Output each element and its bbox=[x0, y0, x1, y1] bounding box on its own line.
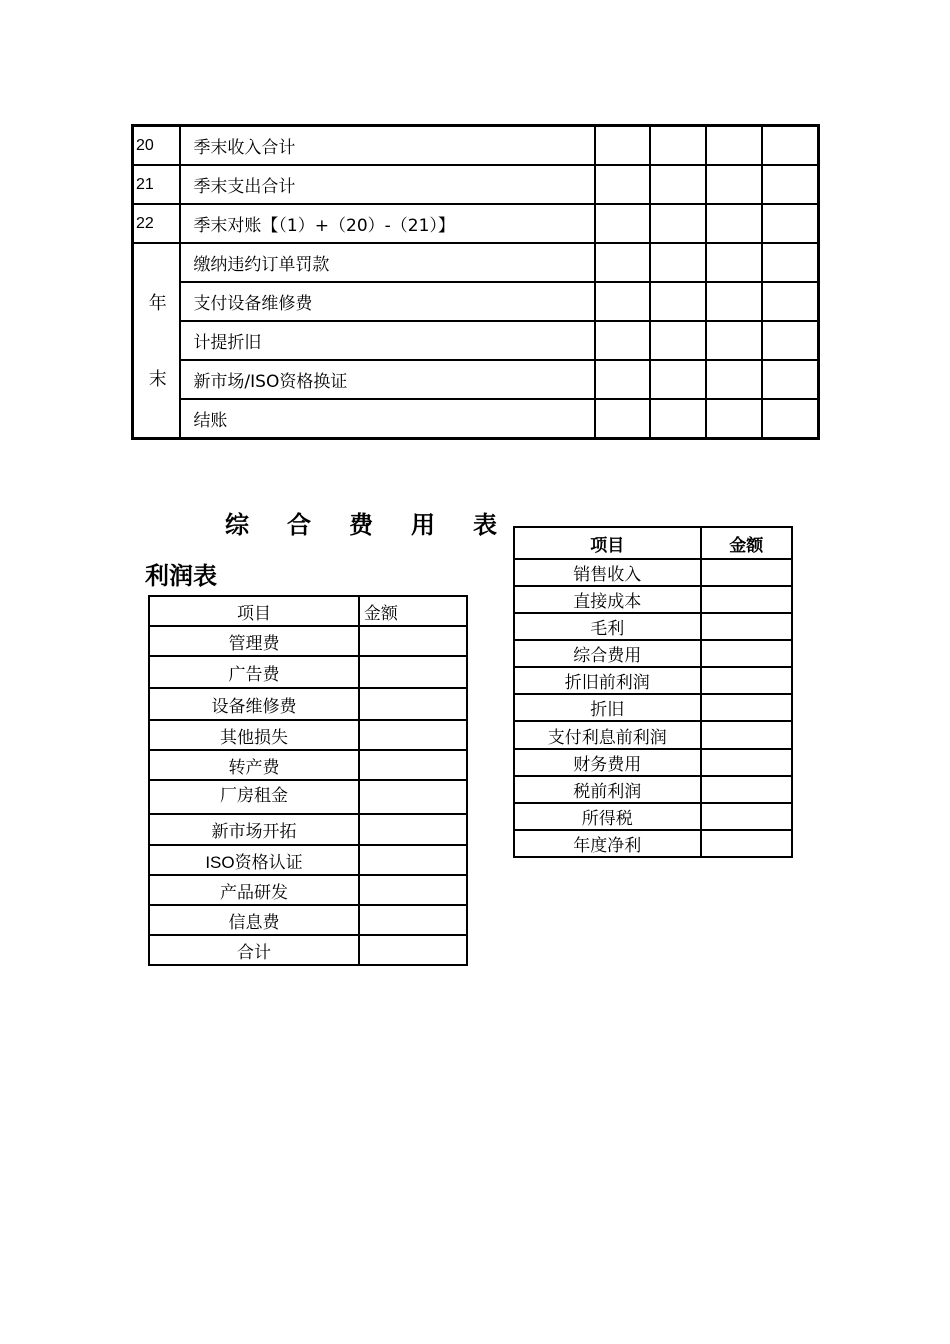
quarter-cell[interactable] bbox=[650, 321, 706, 360]
cost-amount-cell[interactable] bbox=[359, 750, 467, 780]
quarter-cell[interactable] bbox=[706, 243, 762, 282]
table-row bbox=[514, 559, 792, 586]
row-label: 支付设备维修费 bbox=[180, 282, 594, 321]
cost-item: ISO资格认证 bbox=[149, 845, 359, 875]
quarter-cell[interactable] bbox=[762, 360, 818, 399]
cost-item: 广告费 bbox=[149, 656, 359, 688]
quarter-cell[interactable] bbox=[595, 321, 651, 360]
row-label: 季末收入合计 bbox=[180, 126, 594, 166]
row-label: 计提折旧 bbox=[180, 321, 594, 360]
quarter-cell[interactable] bbox=[762, 282, 818, 321]
quarter-cell[interactable] bbox=[706, 165, 762, 204]
year-char: 年 bbox=[148, 292, 167, 313]
quarter-cell[interactable] bbox=[650, 126, 706, 166]
quarter-cell[interactable] bbox=[595, 126, 651, 166]
cost-item: 产品研发 bbox=[149, 875, 359, 905]
quarter-cell[interactable] bbox=[595, 282, 651, 321]
year-end-label bbox=[133, 243, 181, 439]
profit-item: 折旧前利润 bbox=[514, 667, 701, 694]
header-amount: 金额 bbox=[359, 596, 467, 626]
row-number: 20 bbox=[133, 126, 181, 166]
table-row bbox=[149, 626, 467, 656]
quarter-cell[interactable] bbox=[762, 165, 818, 204]
table-row bbox=[133, 399, 819, 439]
profit-amount-cell[interactable] bbox=[701, 749, 792, 776]
profit-item: 年度净利 bbox=[514, 830, 701, 857]
profit-amount-cell[interactable] bbox=[701, 694, 792, 721]
table-row bbox=[514, 694, 792, 721]
profit-amount-cell[interactable] bbox=[701, 559, 792, 586]
profit-item: 综合费用 bbox=[514, 640, 701, 667]
profit-item: 直接成本 bbox=[514, 586, 701, 613]
table-row bbox=[133, 243, 819, 282]
cost-item: 合计 bbox=[149, 935, 359, 965]
table-row bbox=[149, 656, 467, 688]
row-label: 新市场/ISO资格换证 bbox=[180, 360, 594, 399]
row-number: 21 bbox=[133, 165, 181, 204]
cost-item: 其他损失 bbox=[149, 720, 359, 750]
profit-amount-cell[interactable] bbox=[701, 803, 792, 830]
end-char: 末 bbox=[148, 368, 167, 389]
profit-amount-cell[interactable] bbox=[701, 776, 792, 803]
cost-table bbox=[148, 595, 468, 966]
table-row bbox=[149, 814, 467, 845]
profit-amount-cell[interactable] bbox=[701, 640, 792, 667]
quarter-cell[interactable] bbox=[762, 321, 818, 360]
cost-item: 管理费 bbox=[149, 626, 359, 656]
quarter-cell[interactable] bbox=[706, 126, 762, 166]
quarter-cell[interactable] bbox=[650, 204, 706, 243]
cost-item: 转产费 bbox=[149, 750, 359, 780]
header-amount: 金额 bbox=[701, 527, 792, 559]
profit-amount-cell[interactable] bbox=[701, 586, 792, 613]
quarter-cell[interactable] bbox=[650, 360, 706, 399]
table-header-row bbox=[149, 596, 467, 626]
cost-amount-cell[interactable] bbox=[359, 656, 467, 688]
table-row bbox=[133, 204, 819, 243]
quarter-cell[interactable] bbox=[762, 126, 818, 166]
table-row bbox=[133, 282, 819, 321]
profit-amount-cell[interactable] bbox=[701, 830, 792, 857]
quarter-cell[interactable] bbox=[595, 165, 651, 204]
profit-amount-cell[interactable] bbox=[701, 613, 792, 640]
table-row bbox=[514, 667, 792, 694]
profit-table bbox=[513, 526, 793, 858]
cost-item: 厂房租金 bbox=[149, 780, 359, 814]
profit-item: 所得税 bbox=[514, 803, 701, 830]
profit-amount-cell[interactable] bbox=[701, 721, 792, 749]
table-row bbox=[514, 721, 792, 749]
table-row bbox=[149, 905, 467, 935]
row-label: 季末对账【（1）+（20）-（21）】 bbox=[180, 204, 594, 243]
quarter-cell[interactable] bbox=[762, 399, 818, 439]
table-row bbox=[514, 613, 792, 640]
cost-amount-cell[interactable] bbox=[359, 814, 467, 845]
quarter-end-table bbox=[131, 124, 820, 440]
quarter-cell[interactable] bbox=[595, 399, 651, 439]
row-label: 结账 bbox=[180, 399, 594, 439]
quarter-cell[interactable] bbox=[650, 243, 706, 282]
cost-amount-cell[interactable] bbox=[359, 720, 467, 750]
table-row bbox=[149, 875, 467, 905]
profit-table-title: 利润表 bbox=[145, 562, 217, 590]
cost-amount-cell[interactable] bbox=[359, 845, 467, 875]
cost-item: 信息费 bbox=[149, 905, 359, 935]
table-row bbox=[133, 165, 819, 204]
table-row bbox=[514, 776, 792, 803]
table-row bbox=[149, 780, 467, 814]
quarter-cell[interactable] bbox=[706, 282, 762, 321]
table-row bbox=[149, 750, 467, 780]
table-row bbox=[133, 126, 819, 166]
table-row bbox=[514, 830, 792, 857]
table-row bbox=[514, 749, 792, 776]
cost-item: 设备维修费 bbox=[149, 688, 359, 720]
profit-amount-cell[interactable] bbox=[701, 667, 792, 694]
quarter-cell[interactable] bbox=[706, 360, 762, 399]
cost-amount-cell[interactable] bbox=[359, 875, 467, 905]
table-row bbox=[514, 586, 792, 613]
row-number: 22 bbox=[133, 204, 181, 243]
quarter-cell[interactable] bbox=[595, 360, 651, 399]
profit-item: 折旧 bbox=[514, 694, 701, 721]
row-label: 缴纳违约订单罚款 bbox=[180, 243, 594, 282]
table-row bbox=[149, 688, 467, 720]
cost-amount-cell[interactable] bbox=[359, 688, 467, 720]
table-row bbox=[149, 720, 467, 750]
table-header-row bbox=[514, 527, 792, 559]
quarter-cell[interactable] bbox=[762, 204, 818, 243]
table-row bbox=[133, 321, 819, 360]
profit-item: 支付利息前利润 bbox=[514, 721, 701, 749]
table-row bbox=[149, 845, 467, 875]
quarter-cell[interactable] bbox=[706, 204, 762, 243]
cost-amount-cell[interactable] bbox=[359, 626, 467, 656]
profit-item: 销售收入 bbox=[514, 559, 701, 586]
quarter-cell[interactable] bbox=[650, 165, 706, 204]
quarter-cell[interactable] bbox=[706, 399, 762, 439]
quarter-cell[interactable] bbox=[595, 204, 651, 243]
quarter-cell[interactable] bbox=[650, 399, 706, 439]
profit-item: 毛利 bbox=[514, 613, 701, 640]
quarter-cell[interactable] bbox=[706, 321, 762, 360]
table-row bbox=[514, 640, 792, 667]
header-item: 项目 bbox=[514, 527, 701, 559]
row-label: 季末支出合计 bbox=[180, 165, 594, 204]
cost-table-title: 综合费用表 bbox=[225, 511, 535, 539]
cost-amount-cell[interactable] bbox=[359, 935, 467, 965]
quarter-cell[interactable] bbox=[762, 243, 818, 282]
quarter-cell[interactable] bbox=[650, 282, 706, 321]
profit-item: 财务费用 bbox=[514, 749, 701, 776]
cost-amount-cell[interactable] bbox=[359, 905, 467, 935]
cost-item: 新市场开拓 bbox=[149, 814, 359, 845]
header-item: 项目 bbox=[149, 596, 359, 626]
cost-amount-cell[interactable] bbox=[359, 780, 467, 814]
table-row bbox=[149, 935, 467, 965]
quarter-cell[interactable] bbox=[595, 243, 651, 282]
table-row bbox=[133, 360, 819, 399]
profit-item: 税前利润 bbox=[514, 776, 701, 803]
table-row bbox=[514, 803, 792, 830]
